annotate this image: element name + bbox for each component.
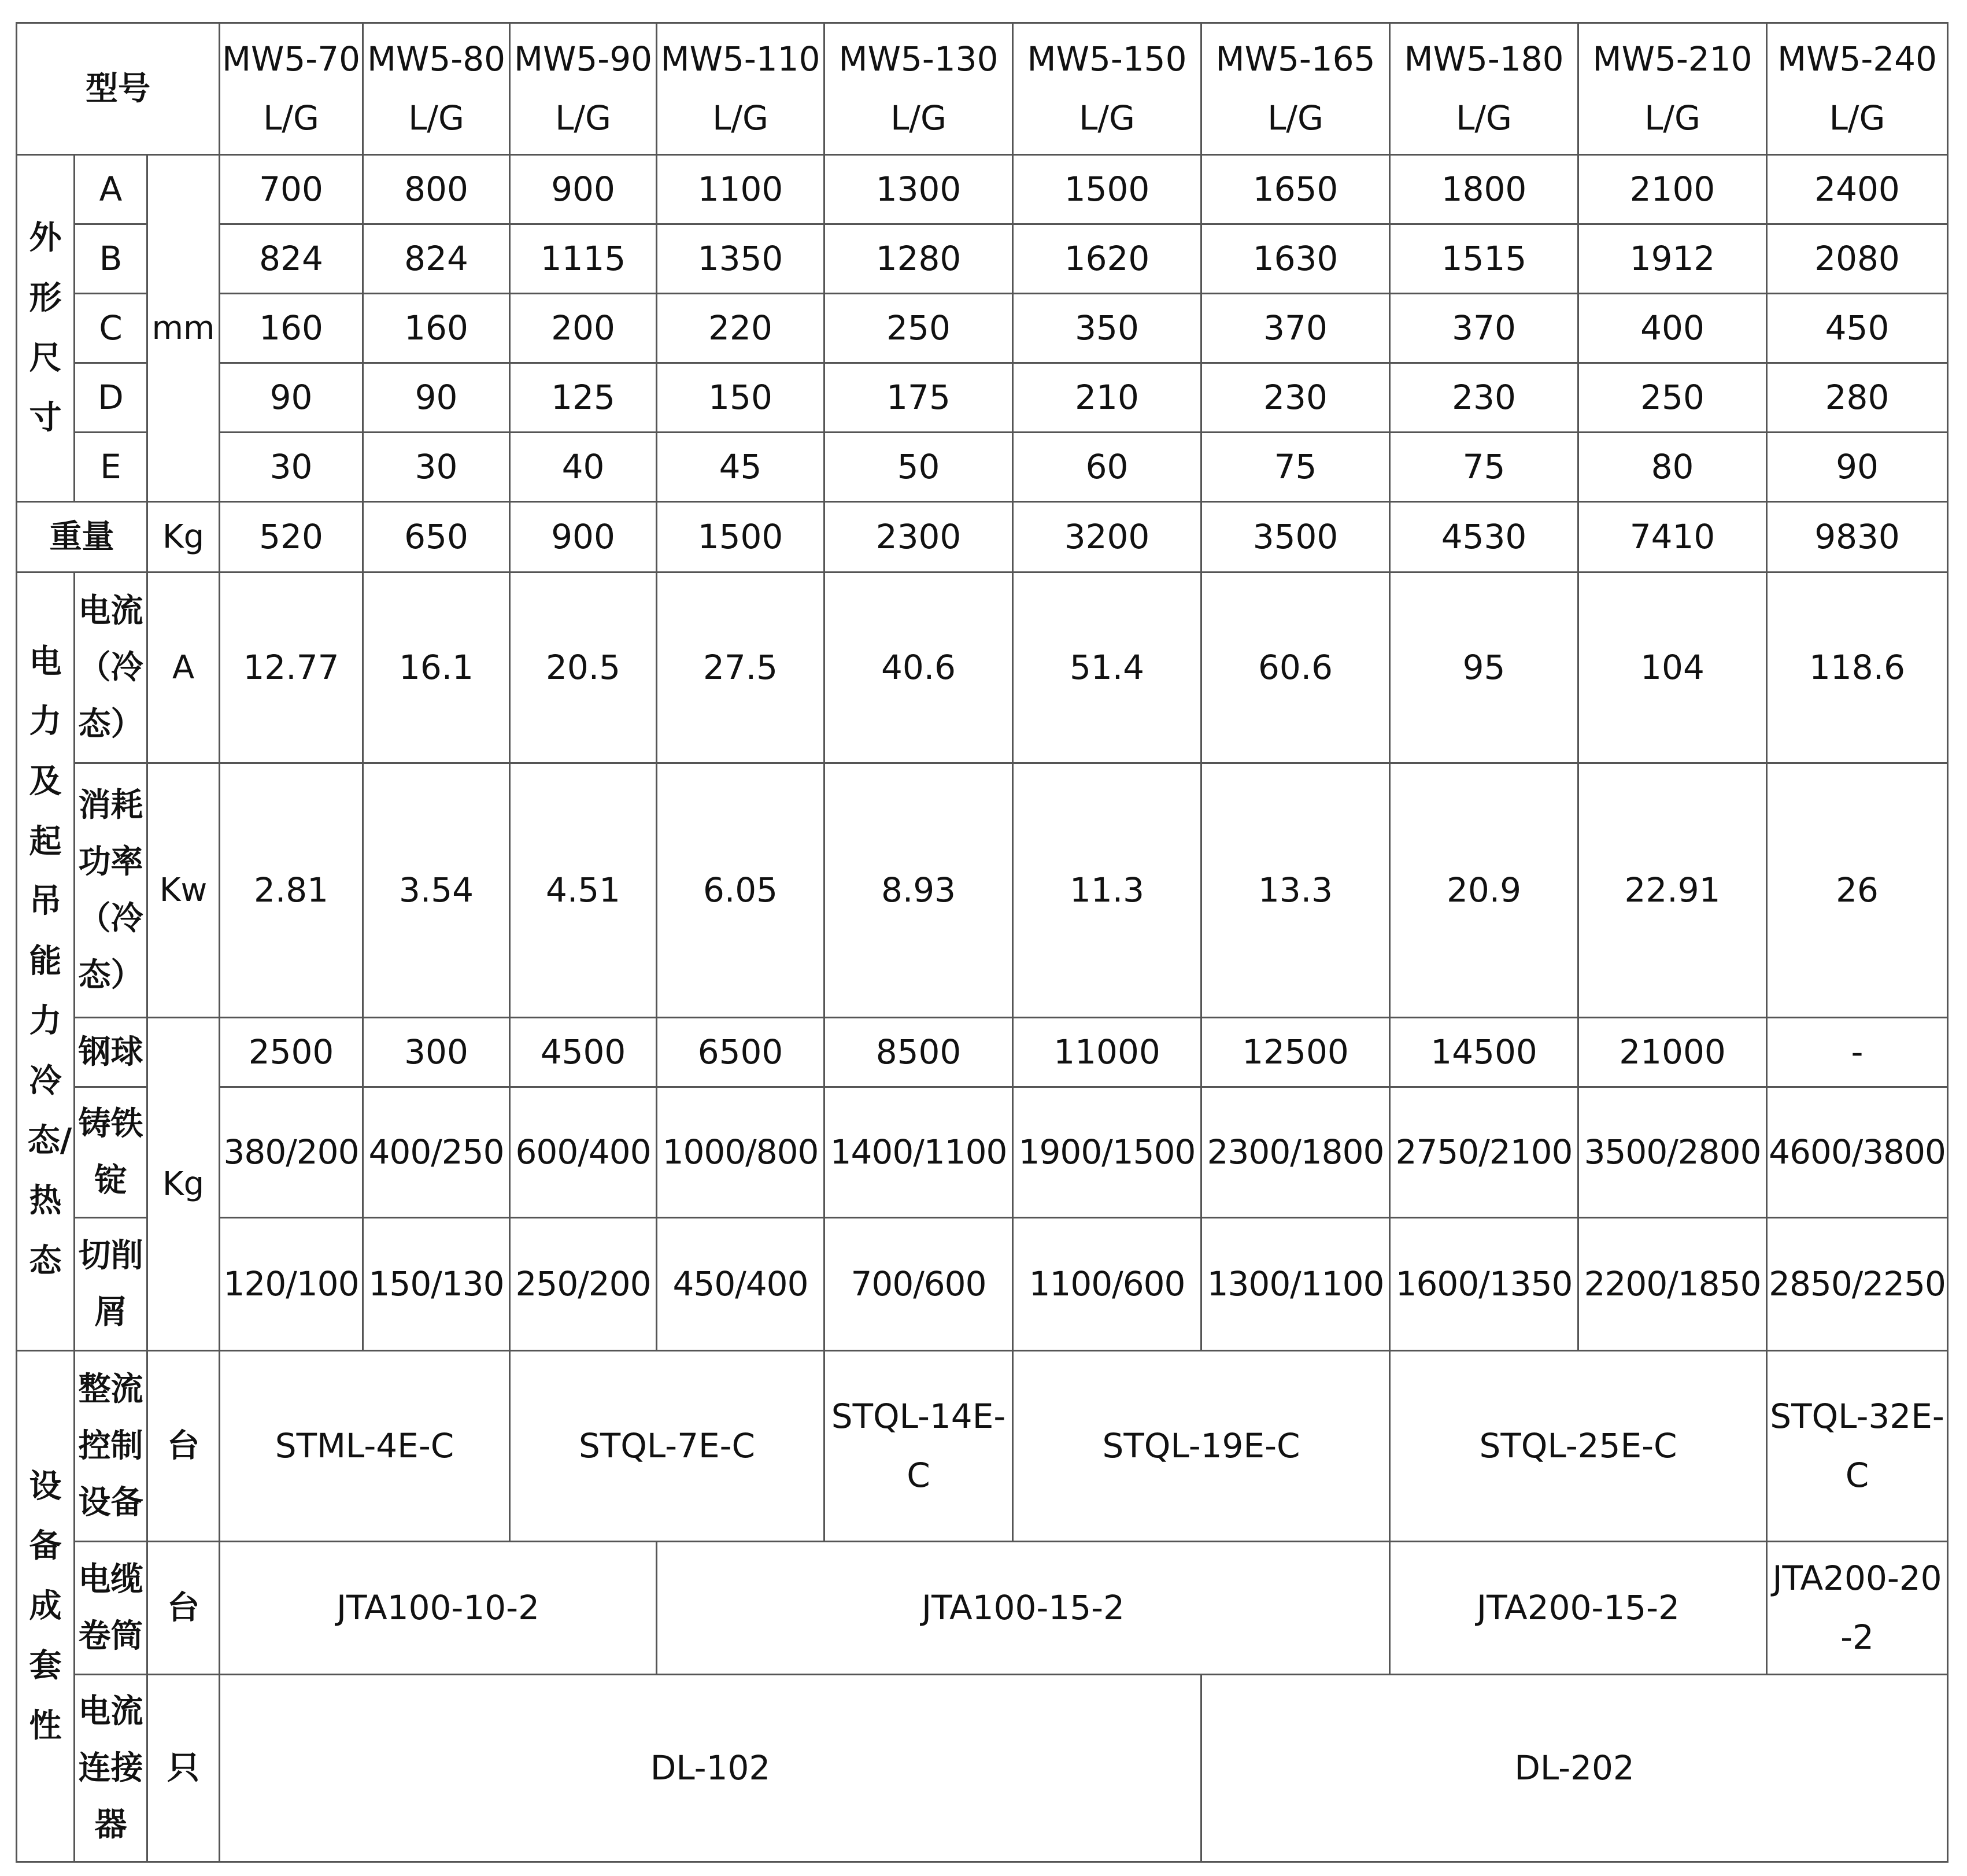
value-cell: 1115 (510, 224, 657, 294)
value-cell: 16.1 (363, 573, 510, 763)
value-cell: 27.5 (657, 573, 824, 763)
model-header: MW5-165L/G (1201, 23, 1390, 155)
value-cell: 1630 (1201, 224, 1390, 294)
cable-reel-label: 电缆卷筒 (75, 1542, 147, 1675)
value-cell: 6.05 (657, 763, 824, 1018)
value-cell: 1900/1500 (1013, 1087, 1201, 1218)
value-cell: 150 (657, 363, 824, 433)
value-cell: 2500 (220, 1018, 363, 1087)
cable-reel-row (17, 1542, 1948, 1675)
weight-row (17, 502, 1948, 573)
value-cell: 370 (1390, 294, 1578, 363)
value-cell: 1800 (1390, 155, 1578, 224)
value-cell: 13.3 (1201, 763, 1390, 1018)
chips-label: 切削屑 (75, 1218, 147, 1351)
consumption-row (17, 763, 1948, 1018)
value-cell: 1400/1100 (824, 1087, 1013, 1218)
value-cell: 2850/2250 (1767, 1218, 1948, 1351)
value-cell: 2200/1850 (1578, 1218, 1767, 1351)
value-cell: 1100/600 (1013, 1218, 1201, 1351)
value-cell: 200 (510, 294, 657, 363)
config-cell: STQL-7E-C (510, 1351, 824, 1542)
config-cell: DL-202 (1201, 1675, 1948, 1862)
model-header: MW5-80L/G (363, 23, 510, 155)
value-cell: 4.51 (510, 763, 657, 1018)
value-cell: 1350 (657, 224, 824, 294)
consumption-label: 消耗功率（冷态） (75, 763, 147, 1018)
value-cell: 350 (1013, 294, 1201, 363)
value-cell: 1300/1100 (1201, 1218, 1390, 1351)
dimension-row-c (17, 294, 1948, 363)
config-cell: JTA100-15-2 (657, 1542, 1390, 1675)
value-cell: 800 (363, 155, 510, 224)
equipment-group-label: 设备成套性 (17, 1351, 75, 1862)
value-cell: 125 (510, 363, 657, 433)
value-cell: 700 (220, 155, 363, 224)
model-header: MW5-240L/G (1767, 23, 1948, 155)
value-cell: 1280 (824, 224, 1013, 294)
model-header: MW5-130L/G (824, 23, 1013, 155)
connector-label: 电流连接器 (75, 1675, 147, 1862)
value-cell: 824 (363, 224, 510, 294)
config-cell: DL-102 (220, 1675, 1201, 1862)
value-cell: 2080 (1767, 224, 1948, 294)
value-cell: 2300 (824, 502, 1013, 573)
config-cell: JTA100-10-2 (220, 1542, 657, 1675)
value-cell: 1620 (1013, 224, 1201, 294)
value-cell: 14500 (1390, 1018, 1578, 1087)
spec-table (16, 22, 1948, 1863)
model-header: MW5-90L/G (510, 23, 657, 155)
value-cell: 250 (824, 294, 1013, 363)
dimension-row-e (17, 433, 1948, 502)
value-cell: 2300/1800 (1201, 1087, 1390, 1218)
spec-sheet (16, 22, 1947, 1849)
value-cell: 20.9 (1390, 763, 1578, 1018)
value-cell: 1500 (657, 502, 824, 573)
value-cell: 900 (510, 502, 657, 573)
value-cell: 90 (363, 363, 510, 433)
value-cell: 90 (1767, 433, 1948, 502)
value-cell: 210 (1013, 363, 1201, 433)
value-cell: 12500 (1201, 1018, 1390, 1087)
value-cell: 30 (363, 433, 510, 502)
header-row (17, 23, 1948, 155)
value-cell: 40 (510, 433, 657, 502)
value-cell: 1650 (1201, 155, 1390, 224)
value-cell: 51.4 (1013, 573, 1201, 763)
dimension-row-b (17, 224, 1948, 294)
ingot-row (17, 1087, 1948, 1218)
model-header: MW5-110L/G (657, 23, 824, 155)
value-cell: 400/250 (363, 1087, 510, 1218)
steel-ball-row (17, 1018, 1948, 1087)
value-cell: 450/400 (657, 1218, 824, 1351)
value-cell: 220 (657, 294, 824, 363)
model-label: 型号 (17, 23, 220, 155)
value-cell: 1515 (1390, 224, 1578, 294)
value-cell: 1912 (1578, 224, 1767, 294)
value-cell: 12.77 (220, 573, 363, 763)
value-cell: 40.6 (824, 573, 1013, 763)
value-cell: 20.5 (510, 573, 657, 763)
value-cell: 370 (1201, 294, 1390, 363)
ingot-label: 铸铁锭 (75, 1087, 147, 1218)
value-cell: 4600/3800 (1767, 1087, 1948, 1218)
value-cell: 450 (1767, 294, 1948, 363)
value-cell: 1100 (657, 155, 824, 224)
value-cell: 600/400 (510, 1087, 657, 1218)
value-cell: 75 (1201, 433, 1390, 502)
value-cell: 9830 (1767, 502, 1948, 573)
value-cell: - (1767, 1018, 1948, 1087)
cable-reel-unit: 台 (147, 1542, 220, 1675)
value-cell: 230 (1390, 363, 1578, 433)
value-cell: 8.93 (824, 763, 1013, 1018)
value-cell: 22.91 (1578, 763, 1767, 1018)
value-cell: 250/200 (510, 1218, 657, 1351)
value-cell: 150/130 (363, 1218, 510, 1351)
connector-unit: 只 (147, 1675, 220, 1862)
value-cell: 118.6 (1767, 573, 1948, 763)
value-cell: 95 (1390, 573, 1578, 763)
power-group-label: 电力及起吊能力冷态/热态 (17, 573, 75, 1351)
value-cell: 3200 (1013, 502, 1201, 573)
value-cell: 700/600 (824, 1218, 1013, 1351)
value-cell: 900 (510, 155, 657, 224)
value-cell: 380/200 (220, 1087, 363, 1218)
dimension-label: C (75, 294, 147, 363)
value-cell: 4500 (510, 1018, 657, 1087)
weight-unit: Kg (147, 502, 220, 573)
dimension-label: E (75, 433, 147, 502)
dimension-label: D (75, 363, 147, 433)
value-cell: 175 (824, 363, 1013, 433)
steel-ball-label: 钢球 (75, 1018, 147, 1087)
value-cell: 11.3 (1013, 763, 1201, 1018)
chips-row (17, 1218, 1948, 1351)
dimension-row-a (17, 155, 1948, 224)
value-cell: 650 (363, 502, 510, 573)
value-cell: 21000 (1578, 1018, 1767, 1087)
value-cell: 50 (824, 433, 1013, 502)
value-cell: 1600/1350 (1390, 1218, 1578, 1351)
value-cell: 3500/2800 (1578, 1087, 1767, 1218)
model-header: MW5-180L/G (1390, 23, 1578, 155)
dimension-label: A (75, 155, 147, 224)
rectifier-label: 整流控制设备 (75, 1351, 147, 1542)
rectifier-row (17, 1351, 1948, 1542)
value-cell: 104 (1578, 573, 1767, 763)
value-cell: 280 (1767, 363, 1948, 433)
value-cell: 90 (220, 363, 363, 433)
value-cell: 6500 (657, 1018, 824, 1087)
value-cell: 7410 (1578, 502, 1767, 573)
value-cell: 2100 (1578, 155, 1767, 224)
value-cell: 2.81 (220, 763, 363, 1018)
config-cell: JTA200-20-2 (1767, 1542, 1948, 1675)
value-cell: 3500 (1201, 502, 1390, 573)
dimensions-unit: mm (147, 155, 220, 502)
value-cell: 2400 (1767, 155, 1948, 224)
lift-unit: Kg (147, 1018, 220, 1351)
value-cell: 1500 (1013, 155, 1201, 224)
dimension-label: B (75, 224, 147, 294)
value-cell: 120/100 (220, 1218, 363, 1351)
config-cell: JTA200-15-2 (1390, 1542, 1767, 1675)
value-cell: 824 (220, 224, 363, 294)
value-cell: 80 (1578, 433, 1767, 502)
connector-row (17, 1675, 1948, 1862)
weight-label: 重量 (17, 502, 147, 573)
dimensions-group-label: 外形尺寸 (17, 155, 75, 502)
value-cell: 2750/2100 (1390, 1087, 1578, 1218)
value-cell: 160 (363, 294, 510, 363)
current-row (17, 573, 1948, 763)
value-cell: 30 (220, 433, 363, 502)
value-cell: 26 (1767, 763, 1948, 1018)
value-cell: 60 (1013, 433, 1201, 502)
value-cell: 520 (220, 502, 363, 573)
value-cell: 60.6 (1201, 573, 1390, 763)
consumption-unit: Kw (147, 763, 220, 1018)
value-cell: 400 (1578, 294, 1767, 363)
config-cell: STML-4E-C (220, 1351, 510, 1542)
value-cell: 45 (657, 433, 824, 502)
model-header: MW5-210L/G (1578, 23, 1767, 155)
current-unit: A (147, 573, 220, 763)
value-cell: 3.54 (363, 763, 510, 1018)
config-cell: STQL-14E-C (824, 1351, 1013, 1542)
rectifier-unit: 台 (147, 1351, 220, 1542)
value-cell: 4530 (1390, 502, 1578, 573)
value-cell: 300 (363, 1018, 510, 1087)
value-cell: 1000/800 (657, 1087, 824, 1218)
value-cell: 11000 (1013, 1018, 1201, 1087)
value-cell: 230 (1201, 363, 1390, 433)
value-cell: 1300 (824, 155, 1013, 224)
current-label: 电流（冷态） (75, 573, 147, 763)
config-cell: STQL-32E-C (1767, 1351, 1948, 1542)
model-header: MW5-70L/G (220, 23, 363, 155)
config-cell: STQL-19E-C (1013, 1351, 1390, 1542)
dimension-row-d (17, 363, 1948, 433)
value-cell: 75 (1390, 433, 1578, 502)
model-header: MW5-150L/G (1013, 23, 1201, 155)
value-cell: 160 (220, 294, 363, 363)
value-cell: 8500 (824, 1018, 1013, 1087)
value-cell: 250 (1578, 363, 1767, 433)
config-cell: STQL-25E-C (1390, 1351, 1767, 1542)
